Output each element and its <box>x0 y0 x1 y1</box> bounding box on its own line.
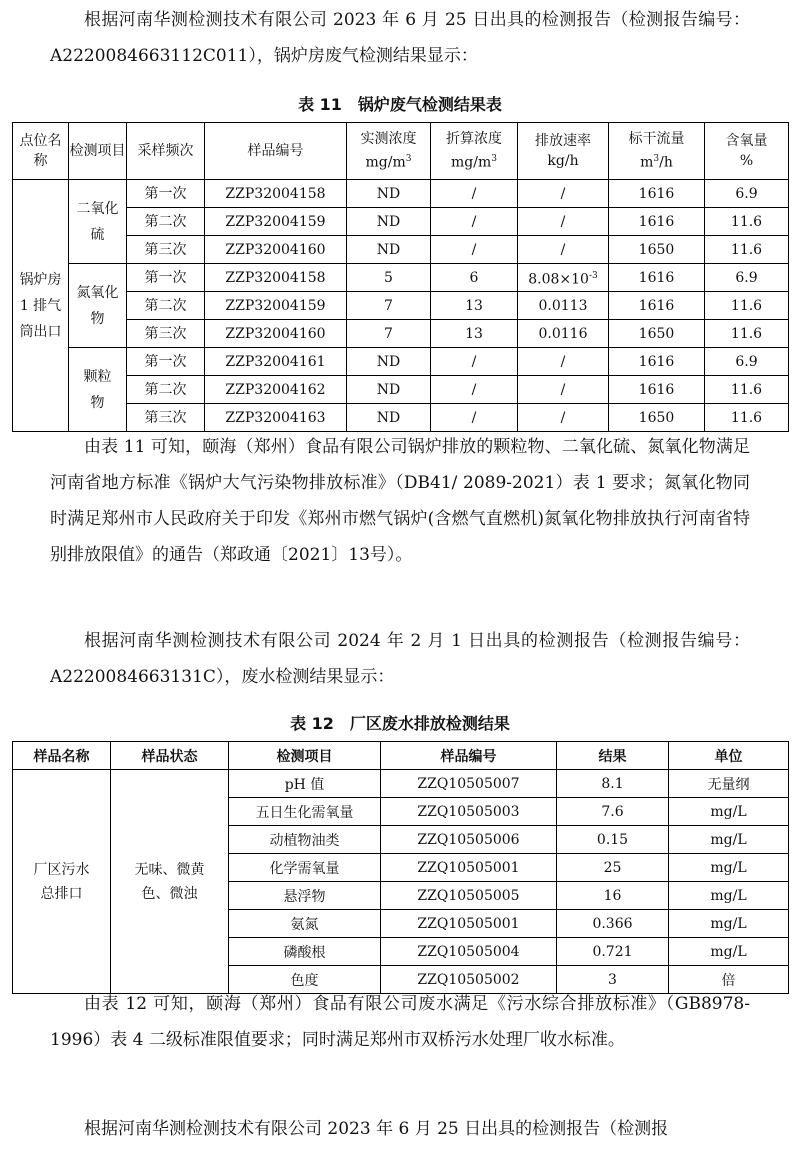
test-item-cell: 氨氮 <box>229 910 381 938</box>
converted-cell: / <box>431 236 518 264</box>
test-item-cell: 五日生化需氧量 <box>229 798 381 826</box>
measured-cell: ND <box>347 404 431 432</box>
header-measured <box>347 123 431 180</box>
rate-cell: 0.0116 <box>518 320 609 348</box>
sample-cell: ZZQ10505003 <box>381 798 557 826</box>
paragraph-table-12-conclusion: 由表 12 可知，颐海（郑州）食品有限公司废水满足《污水综合排放标准》（GB8978-1996）表 4 二级标准限值要求；同时满足郑州市双桥污水处理厂收水标准。 <box>50 994 750 1050</box>
table-11-boiler-emissions <box>12 122 789 432</box>
header-measured-unit-exp: 3 <box>405 154 412 165</box>
item-cell: 氮氧化物 <box>69 264 127 348</box>
header-measured-unit: mg/m <box>365 154 406 171</box>
header-measured-label: 实测浓度 <box>360 131 417 148</box>
result-cell: 7.6 <box>557 798 669 826</box>
sample-cell: ZZQ10505007 <box>381 770 557 798</box>
frequency-cell: 第三次 <box>127 236 205 264</box>
measured-cell: 7 <box>347 320 431 348</box>
result-cell: 3 <box>557 966 669 994</box>
header-converted <box>431 123 518 180</box>
measured-cell: 7 <box>347 292 431 320</box>
oxygen-cell: 11.6 <box>705 404 789 432</box>
rate-cell: / <box>518 376 609 404</box>
unit-cell: 无量纲 <box>669 770 789 798</box>
header-test-item: 检测项目 <box>229 742 381 770</box>
rate-cell: / <box>518 348 609 376</box>
table-12-header-row <box>13 742 789 770</box>
converted-cell: / <box>431 348 518 376</box>
table-row <box>13 236 789 264</box>
paragraph-report-intro-3: 根据河南华测检测技术有限公司 2023 年 6 月 25 日出具的检测报告（检测报 <box>84 1119 669 1139</box>
table-row <box>13 208 789 236</box>
oxygen-cell: 6.9 <box>705 180 789 208</box>
table-row <box>13 770 789 798</box>
table-row <box>13 404 789 432</box>
result-cell: 8.1 <box>557 770 669 798</box>
table-11-caption: 表 11 锅炉废气检测结果表 <box>298 95 502 114</box>
converted-cell: / <box>431 180 518 208</box>
table-11-header-row <box>13 123 789 180</box>
measured-cell: ND <box>347 348 431 376</box>
header-oxygen-label: 含氧量 <box>725 133 768 149</box>
oxygen-cell: 6.9 <box>705 264 789 292</box>
test-item-cell: pH 值 <box>229 770 381 798</box>
paragraph-report-intro-1: 根据河南华测检测技术有限公司 2023 年 6 月 25 日出具的检测报告（检测报告编号：A2220084663112C011），锅炉房废气检测结果显示： <box>50 10 750 66</box>
header-unit: 单位 <box>669 742 789 770</box>
table-row <box>13 348 789 376</box>
rate-exponent: -3 <box>588 270 598 281</box>
header-sample-no: 样品编号 <box>205 123 347 180</box>
table-12-wastewater <box>12 741 789 994</box>
converted-cell: / <box>431 376 518 404</box>
measured-cell: ND <box>347 376 431 404</box>
measured-cell: 5 <box>347 264 431 292</box>
test-item-cell: 化学需氧量 <box>229 854 381 882</box>
header-result: 结果 <box>557 742 669 770</box>
header-frequency: 采样频次 <box>127 123 205 180</box>
unit-cell: mg/L <box>669 938 789 966</box>
measured-cell: ND <box>347 208 431 236</box>
result-cell: 25 <box>557 854 669 882</box>
frequency-cell: 第一次 <box>127 180 205 208</box>
unit-cell: mg/L <box>669 882 789 910</box>
header-flow-label: 标干流量 <box>628 131 685 148</box>
result-cell: 0.721 <box>557 938 669 966</box>
header-flow-unit-tail: /h <box>659 154 673 171</box>
flow-cell: 1616 <box>609 376 705 404</box>
measured-cell: ND <box>347 236 431 264</box>
result-cell: 16 <box>557 882 669 910</box>
header-converted-unit-exp: 3 <box>491 154 497 165</box>
sample-cell: ZZP32004161 <box>205 348 347 376</box>
header-sample-no: 样品编号 <box>381 742 557 770</box>
rate-cell <box>518 264 609 292</box>
rate-cell: / <box>518 404 609 432</box>
unit-cell: mg/L <box>669 910 789 938</box>
header-rate <box>518 123 609 180</box>
flow-cell: 1616 <box>609 208 705 236</box>
frequency-cell: 第三次 <box>127 320 205 348</box>
converted-cell: 13 <box>431 292 518 320</box>
flow-cell: 1650 <box>609 236 705 264</box>
location-cell: 锅炉房 1 排气筒出口 <box>13 180 69 432</box>
unit-cell: 倍 <box>669 966 789 994</box>
result-cell: 0.15 <box>557 826 669 854</box>
result-cell: 0.366 <box>557 910 669 938</box>
test-item-cell: 动植物油类 <box>229 826 381 854</box>
rate-cell: / <box>518 236 609 264</box>
header-oxygen <box>705 123 789 180</box>
table-12-caption: 表 12 厂区废水排放检测结果 <box>290 714 510 733</box>
sample-cell: ZZP32004160 <box>205 236 347 264</box>
frequency-cell: 第三次 <box>127 404 205 432</box>
converted-cell: 6 <box>431 264 518 292</box>
sample-cell: ZZQ10505005 <box>381 882 557 910</box>
frequency-cell: 第一次 <box>127 348 205 376</box>
measured-cell: ND <box>347 180 431 208</box>
table-row <box>13 376 789 404</box>
oxygen-cell: 6.9 <box>705 348 789 376</box>
test-item-cell: 磷酸根 <box>229 938 381 966</box>
paragraph-table-11-conclusion: 由表 11 可知，颐海（郑州）食品有限公司锅炉排放的颗粒物、二氧化硫、氮氧化物满足河南省地方标准《锅炉大气污染物排放标准》（DB41/ 2089-2021）表 1 要求；氮氧化物同时满足郑州市人民政府关于印发《郑州市燃气锅炉(含燃气直燃机)氮氧化物排放执行河南省特别排放限值》的通告（郑政通〔2021〕13号）。 <box>50 437 750 565</box>
unit-cell: mg/L <box>669 826 789 854</box>
sample-cell: ZZQ10505001 <box>381 910 557 938</box>
oxygen-cell: 11.6 <box>705 376 789 404</box>
header-flow <box>609 123 705 180</box>
header-flow-unit-exp: 3 <box>653 154 660 165</box>
unit-cell: mg/L <box>669 854 789 882</box>
frequency-cell: 第二次 <box>127 292 205 320</box>
header-oxygen-unit: % <box>739 153 754 169</box>
header-converted-unit: mg/m <box>451 154 492 171</box>
sample-cell: ZZQ10505006 <box>381 826 557 854</box>
converted-cell: 13 <box>431 320 518 348</box>
header-rate-label: 排放速率 <box>535 133 591 149</box>
sample-cell: ZZP32004158 <box>205 180 347 208</box>
flow-cell: 1616 <box>609 180 705 208</box>
sample-cell: ZZP32004159 <box>205 208 347 236</box>
header-item: 检测项目 <box>69 123 127 180</box>
sample-name-cell: 厂区污水总排口 <box>13 770 111 994</box>
test-item-cell: 色度 <box>229 966 381 994</box>
item-cell: 二氧化硫 <box>69 180 127 264</box>
table-row <box>13 180 789 208</box>
frequency-cell: 第二次 <box>127 376 205 404</box>
header-rate-unit: kg/h <box>547 153 579 169</box>
rate-mantissa: 8.08×10 <box>528 271 589 288</box>
table-row <box>13 264 789 292</box>
sample-cell: ZZP32004162 <box>205 376 347 404</box>
header-sample-state: 样品状态 <box>111 742 229 770</box>
item-cell: 颗粒物 <box>69 348 127 432</box>
rate-cell: / <box>518 208 609 236</box>
flow-cell: 1616 <box>609 348 705 376</box>
oxygen-cell: 11.6 <box>705 320 789 348</box>
header-converted-label: 折算浓度 <box>446 131 502 148</box>
sample-cell: ZZP32004163 <box>205 404 347 432</box>
test-item-cell: 悬浮物 <box>229 882 381 910</box>
oxygen-cell: 11.6 <box>705 208 789 236</box>
header-sample-name: 样品名称 <box>13 742 111 770</box>
flow-cell: 1616 <box>609 292 705 320</box>
flow-cell: 1650 <box>609 404 705 432</box>
flow-cell: 1650 <box>609 320 705 348</box>
unit-cell: mg/L <box>669 798 789 826</box>
converted-cell: / <box>431 404 518 432</box>
header-flow-unit: m <box>640 154 654 171</box>
converted-cell: / <box>431 208 518 236</box>
table-row <box>13 320 789 348</box>
sample-cell: ZZQ10505004 <box>381 938 557 966</box>
rate-cell: / <box>518 180 609 208</box>
sample-cell: ZZP32004159 <box>205 292 347 320</box>
frequency-cell: 第一次 <box>127 264 205 292</box>
sample-cell: ZZQ10505002 <box>381 966 557 994</box>
sample-state-cell: 无味、微黄色、微浊 <box>111 770 229 994</box>
sample-cell: ZZQ10505001 <box>381 854 557 882</box>
sample-cell: ZZP32004160 <box>205 320 347 348</box>
oxygen-cell: 11.6 <box>705 292 789 320</box>
oxygen-cell: 11.6 <box>705 236 789 264</box>
frequency-cell: 第二次 <box>127 208 205 236</box>
header-location: 点位名称 <box>13 123 69 180</box>
sample-cell: ZZP32004158 <box>205 264 347 292</box>
flow-cell: 1616 <box>609 264 705 292</box>
rate-cell: 0.0113 <box>518 292 609 320</box>
paragraph-report-intro-2: 根据河南华测检测技术有限公司 2024 年 2 月 1 日出具的检测报告（检测报告编号：A2220084663131C），废水检测结果显示： <box>50 631 750 687</box>
table-row <box>13 292 789 320</box>
